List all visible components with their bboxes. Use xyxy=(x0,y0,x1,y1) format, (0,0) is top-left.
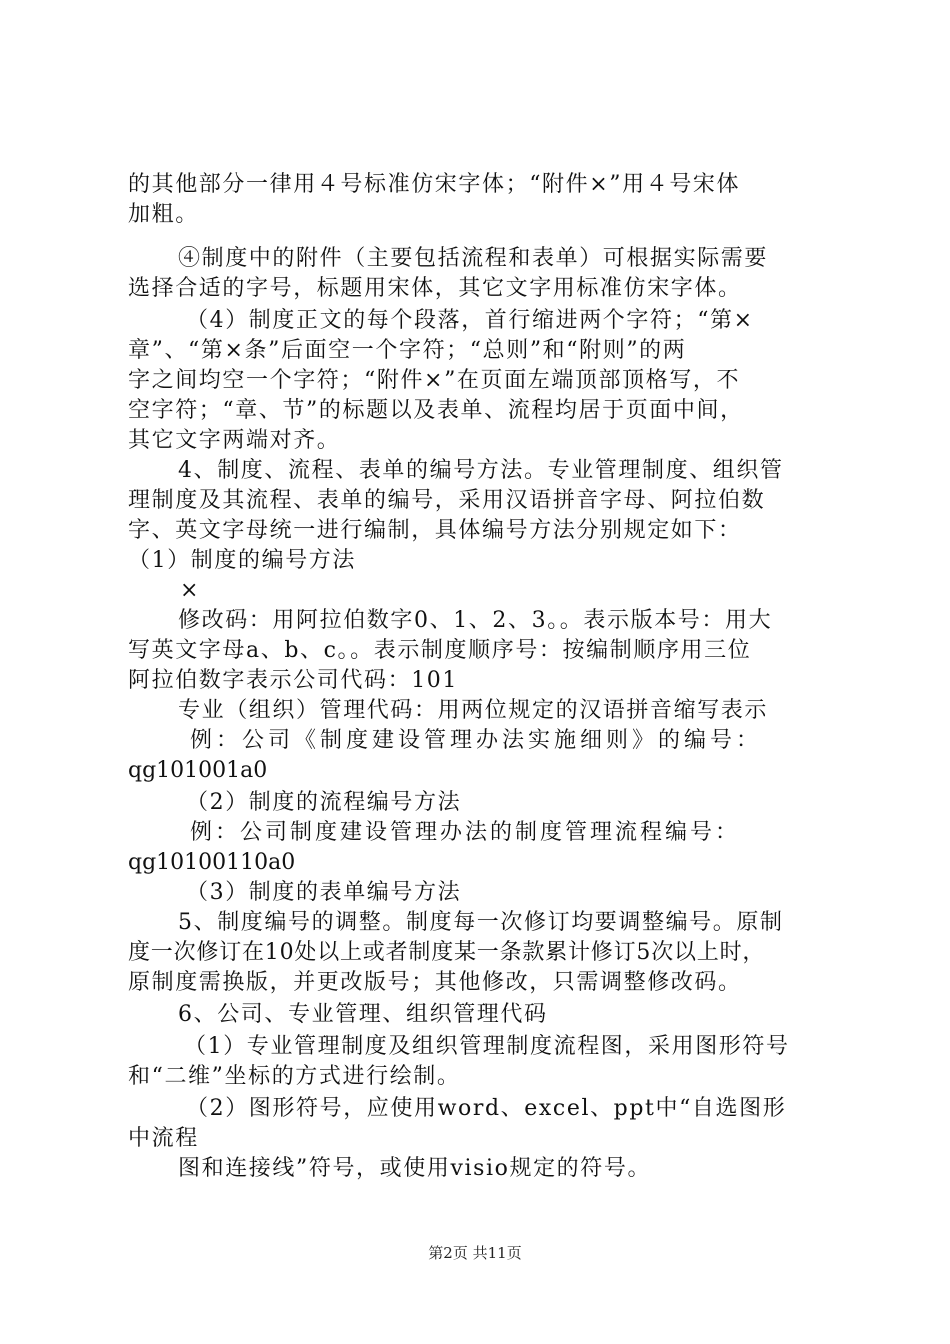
text-line: 中流程 xyxy=(128,1126,199,1151)
text-line: qg10100110a0 xyxy=(128,850,296,875)
text-line: 字、英文字母统一进行编制，具体编号方法分别规定如下： xyxy=(128,518,742,543)
text-line: 其它文字两端对齐。 xyxy=(128,428,341,453)
text-line: × xyxy=(180,578,199,603)
text-line: （4）制度正文的每个段落，首行缩进两个字符；“第× xyxy=(186,308,754,333)
text-line: 写英文字母a、b、c。。表示制度顺序号：按编制顺序用三位 xyxy=(128,638,752,663)
text-line: （1）专业管理制度及组织管理制度流程图，采用图形符号 xyxy=(184,1034,790,1059)
text-line: 例：公司《制度建设管理办法实施细则》的编号： xyxy=(190,728,763,753)
text-line: 4、制度、流程、表单的编号方法。专业管理制度、组织管 xyxy=(178,458,784,483)
text-line: 理制度及其流程、表单的编号，采用汉语拼音字母、阿拉伯数 xyxy=(128,488,766,513)
text-line: 的其他部分一律用４号标准仿宋字体；“附件×”用４号宋体 xyxy=(128,172,741,197)
text-line: 原制度需换版，并更改版号；其他修改，只需调整修改码。 xyxy=(128,970,742,995)
text-line: （2）图形符号，应使用word、excel、ppt中“自选图形 xyxy=(186,1096,787,1121)
text-line: 6、公司、专业管理、组织管理代码 xyxy=(178,1002,548,1027)
page-number-footer: 第2页 共11页 xyxy=(428,1244,522,1262)
text-line: 和“二维”坐标的方式进行绘制。 xyxy=(128,1064,461,1089)
text-line: 专业（组织）管理代码：用两位规定的汉语拼音缩写表示 xyxy=(178,698,769,723)
text-line: 5、制度编号的调整。制度每一次修订均要调整编号。原制 xyxy=(178,910,784,935)
text-line: 章”、“第×条”后面空一个字符；“总则”和“附则”的两 xyxy=(128,338,687,363)
text-line: 加粗。 xyxy=(128,202,199,227)
text-line: 空字符；“章、节”的标题以及表单、流程均居于页面中间， xyxy=(128,398,744,423)
text-line: 修改码：用阿拉伯数字0、1、2、3。。表示版本号：用大 xyxy=(178,608,773,633)
text-line: 图和连接线”符号，或使用visio规定的符号。 xyxy=(178,1156,652,1181)
text-line: （1）制度的编号方法 xyxy=(128,548,356,573)
text-line: qg101001a0 xyxy=(128,758,268,783)
text-line: 例：公司制度建设管理办法的制度管理流程编号： xyxy=(190,820,741,845)
text-line: 字之间均空一个字符；“附件×”在页面左端顶部顶格写，不 xyxy=(128,368,741,393)
text-line: 度一次修订在10处以上或者制度某一条款累计修订5次以上时， xyxy=(128,940,766,965)
text-line: （3）制度的表单编号方法 xyxy=(186,880,462,905)
text-line: 阿拉伯数字表示公司代码：101 xyxy=(128,668,458,693)
text-line: ④制度中的附件（主要包括流程和表单）可根据实际需要 xyxy=(178,246,769,271)
text-line: 选择合适的字号，标题用宋体，其它文字用标准仿宋字体。 xyxy=(128,276,742,301)
text-line: （2）制度的流程编号方法 xyxy=(186,790,462,815)
